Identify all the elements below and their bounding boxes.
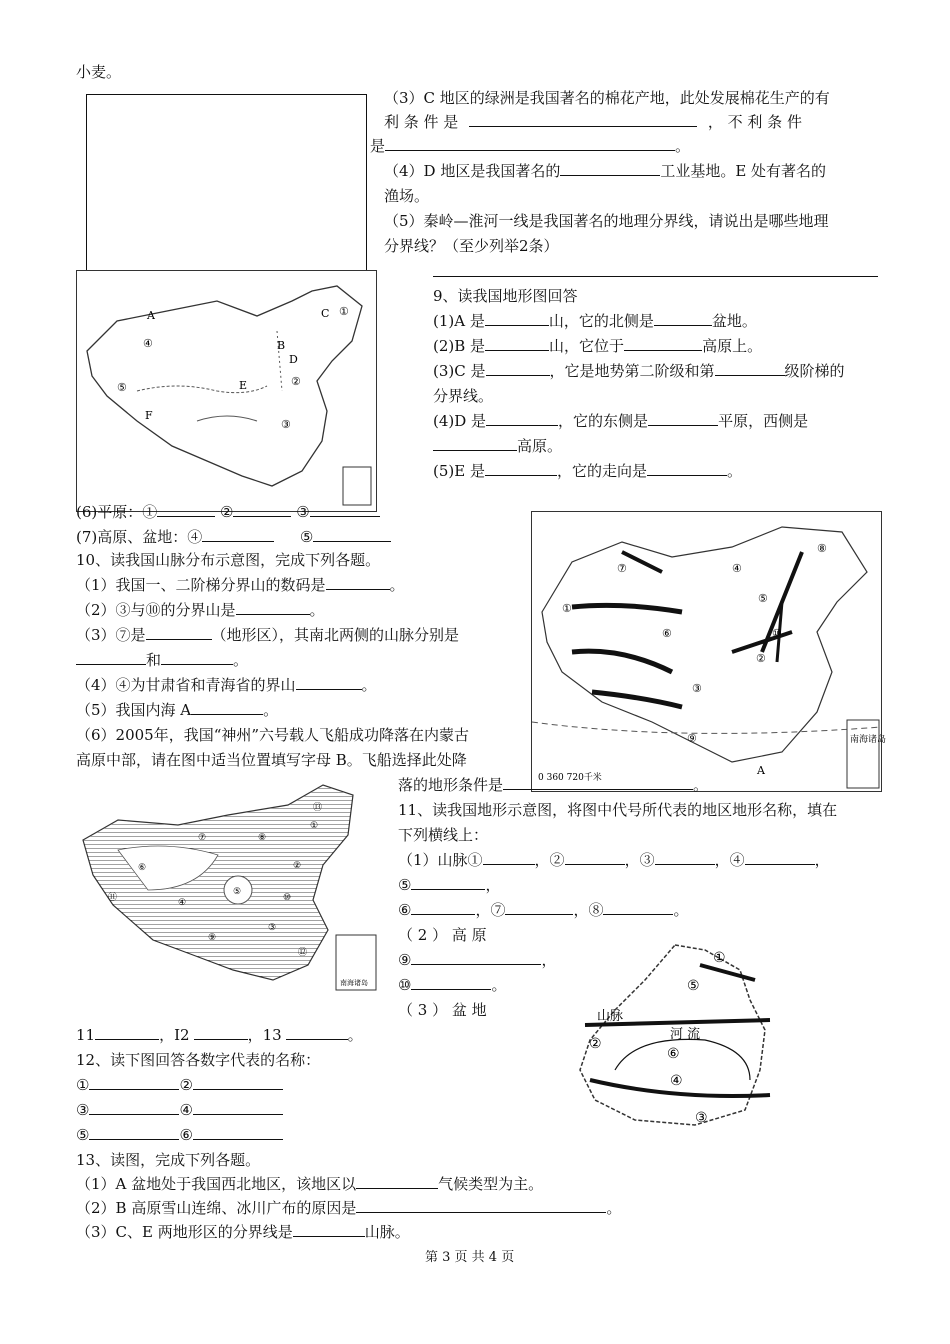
map-label: ⑤: [233, 887, 242, 897]
map-label: ⑩: [283, 893, 292, 903]
map-label: ⑧: [258, 833, 267, 843]
text: (2)B 是: [433, 337, 486, 355]
map-label: ⑤: [687, 978, 700, 994]
q11-line1c: [398, 900, 689, 920]
q11-title2: 下列横线上：: [398, 826, 489, 844]
answer-blank[interactable]: [89, 1125, 179, 1140]
answer-blank[interactable]: [193, 1100, 283, 1115]
map-label: ⑨: [208, 933, 217, 943]
answer-blank[interactable]: [236, 600, 310, 615]
map-label: ④: [732, 562, 742, 575]
answer-blank[interactable]: [648, 411, 718, 426]
answer-blank[interactable]: [296, 675, 362, 690]
text: 级阶梯的: [784, 362, 845, 380]
map-label: ⑫: [298, 948, 308, 958]
answer-blank[interactable]: [95, 1025, 159, 1040]
answer-blank[interactable]: [745, 850, 815, 865]
answer-blank[interactable]: [313, 527, 391, 542]
text: ，I2: [159, 1026, 190, 1044]
answer-blank[interactable]: [76, 650, 146, 665]
answer-blank[interactable]: [157, 502, 215, 517]
q8-line3b: [384, 112, 802, 132]
q11-line2a: [398, 950, 556, 970]
map-label: C: [321, 307, 330, 320]
text: ，它是地势第二阶级和第: [549, 362, 715, 380]
answer-blank[interactable]: [194, 1025, 248, 1040]
q9-title: 9、读我国地形图回答: [433, 287, 578, 305]
map-label: ⑥: [667, 1046, 680, 1062]
text: （4）④为甘肃省和青海省的界山: [76, 676, 296, 694]
q10-title: 10、读我国山脉分布示意图，完成下列各题。: [76, 551, 381, 569]
answer-blank[interactable]: [89, 1075, 179, 1090]
q10-line2: [76, 600, 325, 620]
china-outline-map: [77, 271, 376, 511]
text: 高原上。: [702, 337, 763, 355]
q10-line1: [76, 575, 405, 595]
q9-line7: [76, 527, 391, 547]
text: 。: [263, 701, 279, 719]
q13-line1: [76, 1174, 543, 1194]
map-label: A: [757, 764, 765, 777]
mountains-map: [531, 511, 887, 792]
text: ①: [76, 1076, 90, 1094]
text: 。: [389, 576, 405, 594]
inset-label: 南海诸岛: [340, 979, 368, 987]
answer-box: [86, 94, 367, 296]
text: 。: [233, 651, 249, 669]
text: 盆地。: [711, 312, 757, 330]
q8-line5b: 分界线？（至少列举2条）: [384, 237, 559, 255]
answer-blank[interactable]: [310, 502, 380, 517]
text: (7)高原、盆地：④: [76, 528, 203, 546]
text: (5)E 是: [433, 462, 485, 480]
text: （1）我国一、二阶梯分界山的数码是: [76, 576, 326, 594]
answer-blank[interactable]: [161, 650, 233, 665]
q8-line4b: 渔场。: [384, 187, 430, 205]
map-label: ⑤: [117, 381, 127, 394]
text: （2）B 高原雪山连绵、冰川广布的原因是: [76, 1199, 357, 1217]
answer-blank[interactable]: [293, 1222, 365, 1237]
q11-line3: （ 3 ） 盆 地: [398, 1001, 487, 1019]
map-label: ⑧: [817, 542, 827, 555]
map-label: ⑦: [617, 562, 627, 575]
text: 。: [693, 776, 709, 794]
map-label: ⑤: [758, 592, 768, 605]
q10-line4: [76, 675, 377, 695]
map-label: ⑪: [108, 893, 118, 903]
q9-line5: [433, 461, 742, 481]
china-terrain-shaded-map: [78, 780, 388, 995]
q10-line3b: [76, 650, 248, 670]
text: 落的地形条件是: [398, 776, 504, 794]
map-label: ③: [281, 418, 291, 431]
answer-blank[interactable]: [356, 1174, 438, 1189]
answer-blank[interactable]: [486, 361, 550, 376]
answer-blank[interactable]: [411, 875, 485, 890]
text: 。: [309, 601, 325, 619]
text: (3)C 是: [433, 362, 486, 380]
answer-line[interactable]: [433, 276, 878, 277]
answer-blank[interactable]: [193, 1075, 283, 1090]
xinjiang-sketch-map: [575, 940, 780, 1130]
text: ，: [814, 851, 830, 869]
map-label: ②: [293, 861, 302, 871]
text: 。: [491, 976, 507, 994]
basin-sketch: [575, 940, 780, 1130]
text: ②: [220, 503, 234, 521]
map-label: ③: [695, 1110, 708, 1126]
answer-blank[interactable]: [603, 900, 673, 915]
q13-title: 13、读图，完成下列各题。: [76, 1151, 261, 1169]
q8-line3c: [370, 136, 690, 156]
text: ，它的东侧是: [558, 412, 649, 430]
map-label: ⑩: [772, 627, 782, 640]
answer-blank[interactable]: [647, 461, 727, 476]
text: ⑤: [76, 1126, 90, 1144]
q11-line2: （ 2 ） 高 原: [398, 926, 487, 944]
inset-label: 南海诸岛: [850, 735, 887, 745]
answer-blank[interactable]: [193, 1125, 283, 1140]
text: ⑨: [398, 951, 412, 969]
map-label: ⑥: [138, 863, 147, 873]
answer-blank[interactable]: [411, 950, 541, 965]
text: 利 条 件 是: [384, 113, 459, 131]
q12-row: [76, 1125, 283, 1145]
map-label: ②: [756, 652, 766, 665]
mountain-label: 山脉: [597, 1009, 624, 1024]
text: ③: [296, 503, 310, 521]
map-label: A: [147, 309, 155, 322]
answer-blank[interactable]: [433, 436, 517, 451]
q8-line3a: （3）C 地区的绿洲是我国著名的棉花产地，此处发展棉花生产的有: [384, 89, 830, 107]
answer-blank[interactable]: [505, 900, 573, 915]
text: （5）我国内海 A: [76, 701, 192, 719]
map-label: ①: [562, 602, 572, 615]
river-label: 河 流: [670, 1027, 701, 1042]
text: ，⑧: [573, 901, 604, 919]
text: ④: [179, 1101, 193, 1119]
text: 和: [146, 651, 162, 669]
text: 山，它的北侧是: [548, 312, 654, 330]
q9-line3: [433, 361, 845, 381]
q9-line6: [76, 502, 380, 522]
text: ⑥: [179, 1126, 193, 1144]
map-label: ④: [178, 898, 187, 908]
answer-blank[interactable]: [560, 161, 660, 176]
map-label: ⑦: [198, 833, 207, 843]
text: ⑤: [299, 528, 314, 546]
text: （3）⑦是: [76, 626, 146, 644]
text: ，⑦: [475, 901, 506, 919]
q10-line6b: 高原中部，请在图中适当位置填写字母 B。飞船选择此处降: [76, 751, 467, 769]
text: ， 不 利 条 件: [707, 113, 802, 131]
q8-line4a: [384, 161, 826, 181]
q10-line6: （6）2005年，我国“神州”六号载人飞船成功降落在内蒙古: [76, 726, 470, 744]
q9-line4b: [433, 436, 562, 456]
text: ③: [76, 1101, 90, 1119]
answer-blank[interactable]: [411, 900, 475, 915]
text: 。: [347, 1026, 363, 1044]
q9-line1: [433, 311, 757, 331]
text: ⑩: [398, 976, 412, 994]
q13-line3: [76, 1222, 410, 1242]
answer-blank[interactable]: [565, 850, 625, 865]
answer-blank[interactable]: [483, 850, 535, 865]
terrain-map-2: [78, 780, 388, 995]
map-label: ③: [268, 923, 277, 933]
answer-blank[interactable]: [503, 775, 693, 790]
map-label: B: [277, 339, 286, 352]
map-label: F: [145, 409, 153, 422]
answer-blank[interactable]: [655, 850, 715, 865]
answer-blank[interactable]: [715, 361, 785, 376]
q8-line5a: （5）秦岭—淮河一线是我国著名的地理分界线，请说出是哪些地理: [384, 212, 829, 230]
q11-line2b: [398, 975, 506, 995]
text: (1)A 是: [433, 312, 485, 330]
text: 。: [673, 901, 689, 919]
text-line: 小麦。: [76, 63, 122, 81]
text: 11: [76, 1026, 96, 1044]
map-label: E: [239, 379, 248, 392]
page-footer: 第 3 页 共 4 页: [425, 1250, 515, 1265]
map-label: ②: [589, 1036, 602, 1052]
answer-blank[interactable]: [202, 527, 274, 542]
answer-blank[interactable]: [89, 1100, 179, 1115]
text: 。: [361, 676, 377, 694]
q11-line1: [398, 850, 830, 870]
china-mountains-map: [532, 512, 887, 791]
answer-blank[interactable]: [326, 575, 390, 590]
answer-blank[interactable]: [485, 311, 549, 326]
text: ⑤: [398, 876, 412, 894]
text: ，: [541, 951, 557, 969]
text: ，它的走向是: [556, 462, 647, 480]
answer-blank[interactable]: [191, 700, 263, 715]
map-label: ④: [670, 1073, 683, 1089]
text: (6)平原：①: [76, 503, 158, 521]
text: （4）D 地区是我国著名的: [384, 162, 561, 180]
q11-title: 11、读我国地形示意图，将图中代号所代表的地区地形名称，填在: [398, 801, 838, 819]
text: ，③: [624, 851, 655, 869]
answer-blank[interactable]: [469, 112, 697, 127]
text: 工业基地。E 处有著名的: [660, 162, 827, 180]
text: （3）C、E 两地形区的分界线是: [76, 1223, 293, 1241]
text: ②: [179, 1076, 193, 1094]
map-label: ①: [713, 950, 726, 966]
text: 。: [606, 1199, 622, 1217]
map-label: ⑥: [662, 627, 672, 640]
text: （1）A 盆地处于我国西北地区，该地区以: [76, 1175, 357, 1193]
q9-line4: [433, 411, 808, 431]
q10-line5: [76, 700, 278, 720]
answer-blank[interactable]: [654, 311, 712, 326]
q10-line3: [76, 625, 459, 645]
text: 山，它位于: [549, 337, 625, 355]
text: ，: [485, 876, 501, 894]
q9-line3b: 分界线。: [433, 387, 494, 405]
map-label: ⑬: [313, 803, 323, 813]
answer-blank[interactable]: [485, 461, 557, 476]
text: ，④: [714, 851, 745, 869]
q11-line1b: [398, 875, 500, 895]
scale-label: 0 360 720千米: [538, 773, 602, 783]
text: 高原。: [517, 437, 563, 455]
text: 气候类型为主。: [438, 1175, 544, 1193]
answer-blank[interactable]: [624, 336, 702, 351]
map-label: ①: [310, 821, 319, 831]
q12-title: 12、读下图回答各数字代表的名称：: [76, 1051, 321, 1069]
q10-line6c: [398, 775, 708, 795]
q9-line2: [433, 336, 762, 356]
text: 是: [370, 137, 386, 155]
text: ，13: [247, 1026, 282, 1044]
map-label: ①: [339, 305, 349, 318]
map-label: ④: [143, 337, 153, 350]
text: 平原，西侧是: [718, 412, 809, 430]
answer-blank[interactable]: [385, 136, 675, 151]
answer-blank[interactable]: [486, 411, 558, 426]
text: 。: [675, 137, 691, 155]
text: 山脉。: [364, 1223, 410, 1241]
answer-blank[interactable]: [286, 1025, 348, 1040]
q11-extra: [76, 1025, 363, 1045]
answer-blank[interactable]: [356, 1198, 606, 1213]
q12-row: [76, 1075, 283, 1095]
map-label: ②: [291, 375, 301, 388]
text: （2）③与⑩的分界山是: [76, 601, 236, 619]
text: （1）山脉①: [398, 851, 483, 869]
text: 。: [726, 462, 742, 480]
text: （地形区），其南北两侧的山脉分别是: [211, 626, 460, 644]
map-label: D: [289, 353, 298, 366]
terrain-map-1: [76, 270, 377, 512]
answer-blank[interactable]: [233, 502, 291, 517]
q13-line2: [76, 1198, 621, 1218]
text: ⑥: [398, 901, 412, 919]
text: ，②: [534, 851, 565, 869]
map-label: ③: [692, 682, 702, 695]
q12-row: [76, 1100, 283, 1120]
map-label: ⑨: [687, 732, 697, 745]
text: (4)D 是: [433, 412, 487, 430]
answer-blank[interactable]: [146, 625, 212, 640]
answer-blank[interactable]: [411, 975, 491, 990]
answer-blank[interactable]: [485, 336, 549, 351]
